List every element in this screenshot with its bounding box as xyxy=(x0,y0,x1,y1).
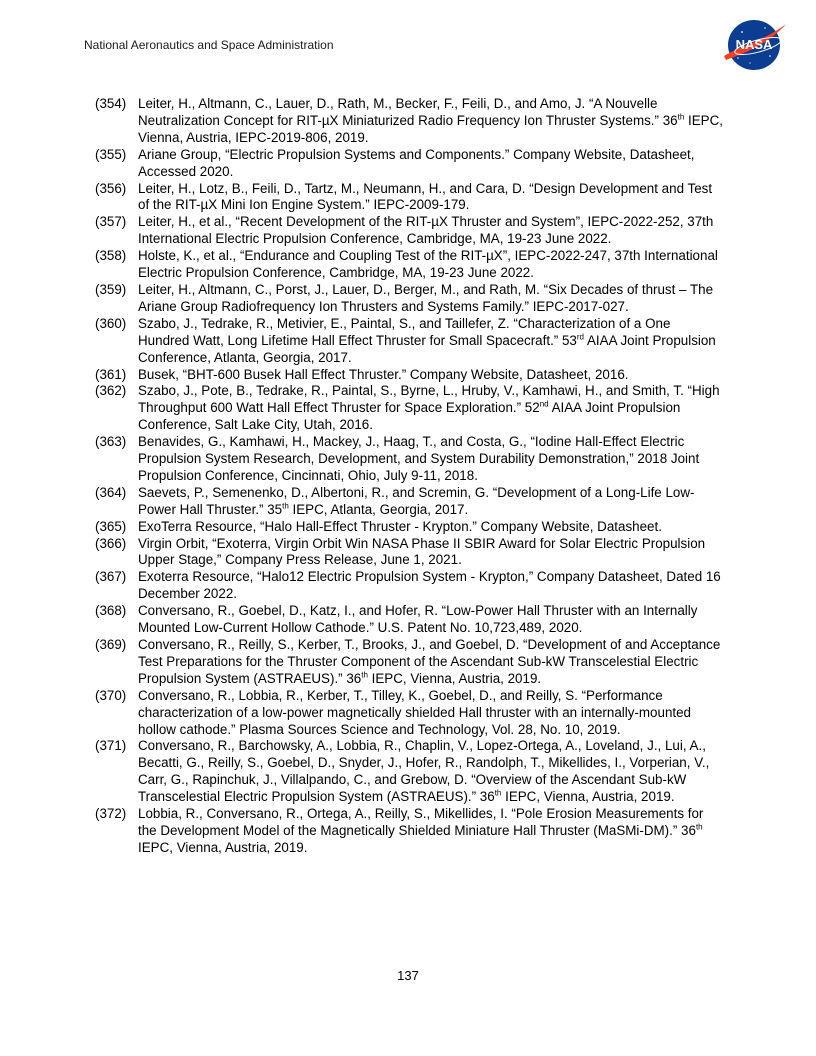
reference-item xyxy=(95,603,725,637)
reference-item xyxy=(95,519,725,536)
reference-item xyxy=(95,569,725,603)
reference-item xyxy=(95,536,725,570)
reference-item xyxy=(95,248,725,282)
reference-text-segment: Benavides, G., Kamhawi, H., Mackey, J., Haag, T., and Costa, G., “Iodine Hall-Effect Electric Propulsion System Research, Development, and System Durability Demonstration,” 2018 Joint Propulsion Conference, Cincinnati, Ohio, July 9-11, 2018. xyxy=(138,434,700,483)
reference-text-segment: Szabo, J., Tedrake, R., Metivier, E., Paintal, S., and Taillefer, Z. “Characterization of a One Hundred Watt, Long Lifetime Hall Effect Thruster for Small Spacecraft.” 53 xyxy=(138,315,671,348)
reference-text xyxy=(138,214,725,248)
reference-item xyxy=(95,96,725,147)
reference-text xyxy=(138,738,725,806)
reference-list xyxy=(95,96,725,857)
page-number: 137 xyxy=(397,968,419,983)
reference-text xyxy=(138,316,725,367)
reference-text xyxy=(138,96,725,147)
reference-number: (360) xyxy=(95,315,127,331)
reference-number: (372) xyxy=(95,806,127,822)
reference-number: (371) xyxy=(95,738,127,754)
ordinal-suffix: th xyxy=(282,501,289,511)
ordinal-suffix: nd xyxy=(539,399,549,409)
reference-text-segment: Conversano, R., Lobbia, R., Kerber, T., Tilley, K., Goebel, D., and Reilly, S. “Performance characterization of a low-power magnetically shielded Hall thruster with an internally-mounted hollow cathode.” Plasma Sources Science and Technology, Vol. 28, No. 10, 2019. xyxy=(138,687,692,737)
reference-text-segment: Conversano, R., Barchowsky, A., Lobbia, R., Chaplin, V., Lopez-Ortega, A., Loveland, J., Lui, A., Becatti, G., Reilly, S., Goebel, D., Snyder, J., Hofer, R., Randolph, T., Mikellides, I., Vorperian, V., Carr, G., Rapinchuk, J., Villalpando, C., and Grebow, D. “Overview of the Ascendant Sub-kW Transcelestial Electric Propulsion System (ASTRAEUS).” 36 xyxy=(138,738,710,805)
reference-item xyxy=(95,485,725,519)
reference-text xyxy=(138,367,725,384)
nasa-logo-text: NASA xyxy=(735,37,773,52)
reference-number: (361) xyxy=(95,366,127,382)
reference-number: (363) xyxy=(95,434,127,450)
reference-text xyxy=(138,147,725,181)
reference-text-segment: Leiter, H., Altmann, C., Porst, J., Lauer, D., Berger, M., and Rath, M. “Six Decades of thrust – The Ariane Group Radiofrequency Ion Thrusters and Systems Family.” IEPC-2017-027. xyxy=(138,281,714,314)
reference-text-segment: Lobbia, R., Conversano, R., Ortega, A., Reilly, S., Mikellides, I. “Pole Erosion Measurements for the Development Model of the Magnetically Shielded Miniature Hall Thruster (MaSMi-DM).” 36 xyxy=(138,806,704,838)
reference-text xyxy=(138,383,725,434)
reference-text xyxy=(138,181,725,215)
reference-text-segment: Conversano, R., Reilly, S., Kerber, T., Brooks, J., and Goebel, D. “Development of and Acceptance Test Preparations for the Thruster Component of the Ascendant Sub-kW Transcelestial Electric Propulsion System (ASTRAEUS).” 36 xyxy=(138,637,721,686)
ordinal-suffix: th xyxy=(695,822,703,832)
reference-text-segment: Szabo, J., Pote, B., Tedrake, R., Paintal, S., Byrne, L., Hruby, V., Kamhawi, H., and Smith, T. “High Throughput 600 Watt Hall Effect Thruster for Space Exploration.” 52 xyxy=(138,383,720,416)
reference-text-segment: AIAA Joint Propulsion Conference, Salt Lake City, Utah, 2016. xyxy=(138,400,681,433)
header-organization: National Aeronautics and Space Administration xyxy=(84,38,334,52)
reference-text-segment: Leiter, H., Altmann, C., Lauer, D., Rath, M., Becker, F., Feili, D., and Amo, J. “A Nouvelle Neutralization Concept for RIT-µX Miniaturized Radio Frequency Ion Thruster Systems.” 36 xyxy=(138,96,678,128)
reference-item xyxy=(95,316,725,367)
reference-number: (355) xyxy=(95,146,127,162)
reference-number: (359) xyxy=(95,281,127,297)
ordinal-suffix: th xyxy=(361,670,368,680)
reference-text-segment: Conversano, R., Goebel, D., Katz, I., and Hofer, R. “Low-Power Hall Thruster with an Internally Mounted Low-Current Hollow Cathode.” U.S. Patent No. 10,723,489, 2020. xyxy=(138,603,698,636)
reference-number: (354) xyxy=(95,96,127,111)
reference-text xyxy=(138,434,725,485)
reference-number: (368) xyxy=(95,603,127,619)
reference-item xyxy=(95,738,725,806)
reference-text xyxy=(138,248,725,282)
reference-text-segment: AIAA Joint Propulsion Conference, Atlanta, Georgia, 2017. xyxy=(138,332,716,365)
reference-item xyxy=(95,637,725,688)
reference-text-segment: IEPC, Vienna, Austria, 2019. xyxy=(138,839,308,855)
ordinal-suffix: th xyxy=(494,788,502,798)
reference-number: (370) xyxy=(95,687,127,703)
reference-number: (364) xyxy=(95,484,127,500)
reference-text-segment: IEPC, Atlanta, Georgia, 2017. xyxy=(288,501,469,517)
reference-item xyxy=(95,181,725,215)
reference-item xyxy=(95,214,725,248)
ordinal-suffix: th xyxy=(677,112,685,122)
reference-text xyxy=(138,637,725,688)
reference-text-segment: Ariane Group, “Electric Propulsion Systems and Components.” Company Website, Datasheet, Accessed 2020. xyxy=(138,146,695,179)
reference-text-segment: Busek, “BHT-600 Busek Hall Effect Thruster.” Company Website, Datasheet, 2016. xyxy=(138,366,629,382)
reference-text-segment: ExoTerra Resource, “Halo Hall-Effect Thruster - Krypton.” Company Website, Datasheet. xyxy=(138,518,662,534)
reference-text-segment: Leiter, H., et al., “Recent Development of the RIT-µX Thruster and System”, IEPC-2022-252, 37th International Electric Propulsion Conference, Cambridge, MA, 19-23 June 2022. xyxy=(138,214,714,247)
reference-item xyxy=(95,434,725,485)
reference-text-segment: Holste, K., et al., “Endurance and Coupling Test of the RIT-µX”, IEPC-2022-247, 37th International Electric Propulsion Conference, Cambridge, MA, 19-23 June 2022. xyxy=(138,248,718,281)
ordinal-suffix: rd xyxy=(576,332,584,342)
reference-text-segment: IEPC, Vienna, Austria, IEPC-2019-806, 2019. xyxy=(138,112,723,145)
reference-number: (367) xyxy=(95,569,127,585)
reference-item xyxy=(95,383,725,434)
reference-text xyxy=(138,569,725,603)
reference-number: (358) xyxy=(95,248,127,264)
reference-number: (357) xyxy=(95,214,127,230)
reference-number: (366) xyxy=(95,535,127,551)
reference-item xyxy=(95,806,725,857)
reference-text-segment: IEPC, Vienna, Austria, 2019. xyxy=(367,670,542,686)
reference-item xyxy=(95,688,725,739)
reference-text-segment: Exoterra Resource, “Halo12 Electric Propulsion System - Krypton,” Company Datasheet, Dated 16 December 2022. xyxy=(138,569,721,602)
reference-item xyxy=(95,147,725,181)
reference-item xyxy=(95,367,725,384)
reference-text-segment: Virgin Orbit, “Exoterra, Virgin Orbit Win NASA Phase II SBIR Award for Solar Electric Propulsion Upper Stage,” Company Press Release, June 1, 2021. xyxy=(138,535,706,568)
reference-number: (365) xyxy=(95,518,127,534)
reference-number: (369) xyxy=(95,637,127,652)
reference-text xyxy=(138,806,725,857)
reference-text-segment: Leiter, H., Lotz, B., Feili, D., Tartz, M., Neumann, H., and Cara, D. “Design Development and Test of the RIT-µX Mini Ion Engine System.” IEPC-2009-179. xyxy=(138,180,713,213)
reference-text xyxy=(138,536,725,570)
reference-text-segment: IEPC, Vienna, Austria, 2019. xyxy=(501,789,675,805)
reference-text xyxy=(138,282,725,316)
reference-number: (356) xyxy=(95,180,127,196)
reference-text xyxy=(138,688,725,739)
reference-text xyxy=(138,485,725,519)
reference-number: (362) xyxy=(95,383,127,399)
reference-text xyxy=(138,603,725,637)
reference-item xyxy=(95,282,725,316)
reference-text-segment: Saevets, P., Semenenko, D., Albertoni, R., and Scremin, G. “Development of a Long-Life Low-Power Hall Thruster.” 35 xyxy=(138,484,695,517)
reference-text xyxy=(138,519,725,536)
nasa-logo xyxy=(720,16,788,74)
